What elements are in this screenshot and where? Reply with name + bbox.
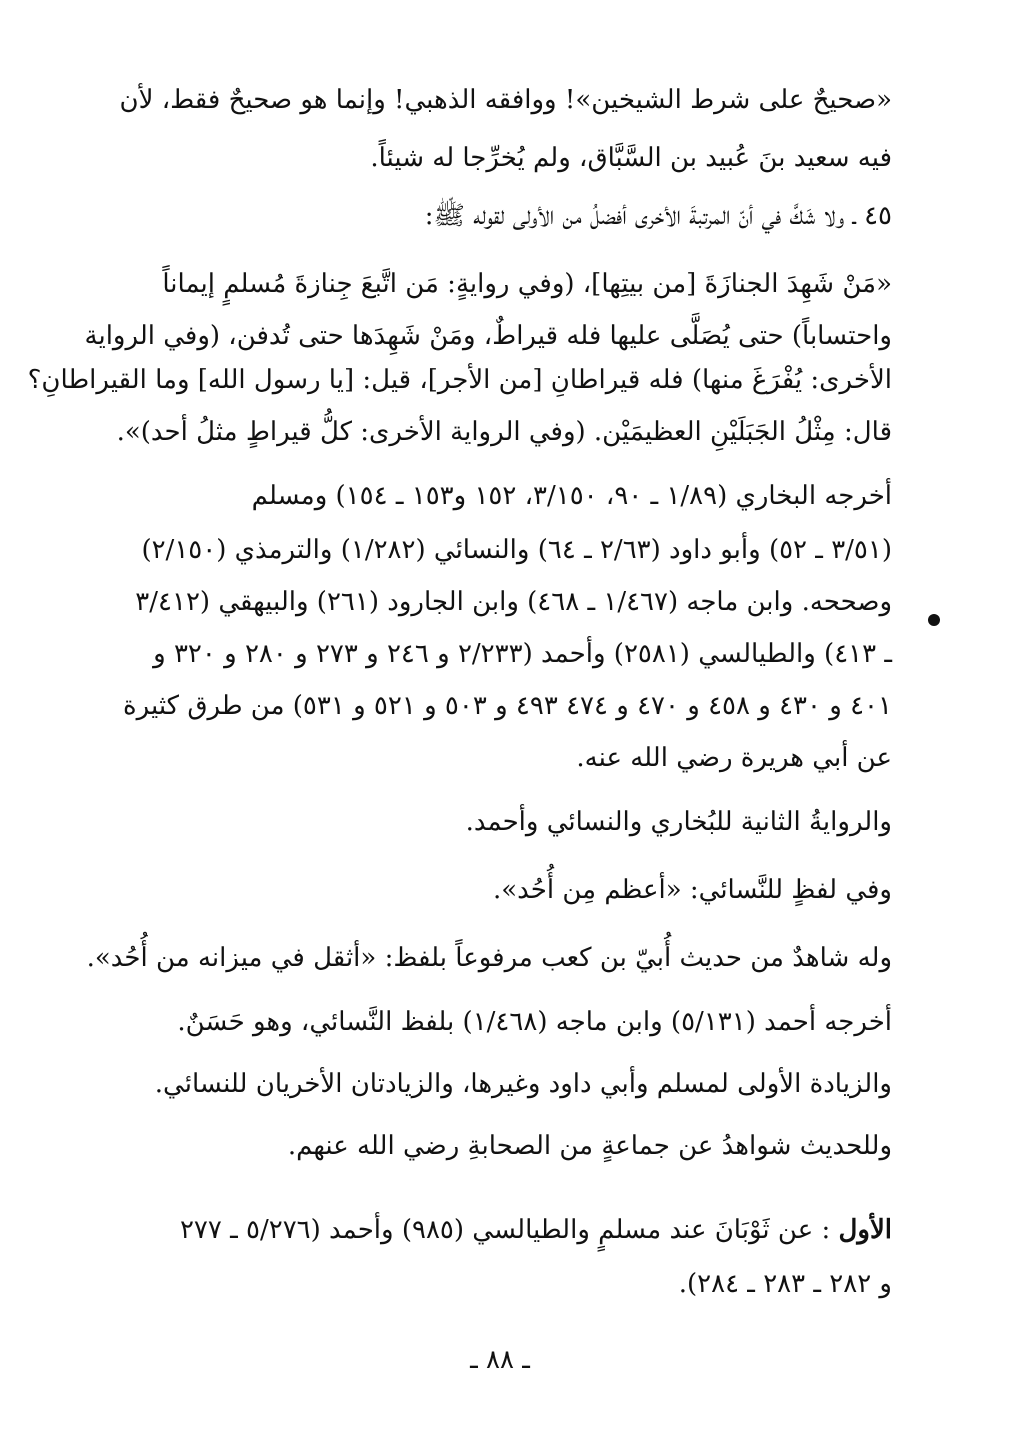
text-line: «صحيحٌ على شرط الشيخين»! ووافقه الذهبي! وإنما هو صحيحٌ فقط، لأن	[119, 85, 892, 115]
hadith-line: قال: مِثْلُ الجَبَلَيْنِ العظيمَيْن. (وفي الرواية الأخرى: كلُّ قيراطٍ مثلُ أحد)».	[116, 417, 892, 447]
takhrij-line: وصححه. وابن ماجه (١/٤٦٧ ـ ٤٦٨) وابن الجارود (٢٦١) والبيهقي (٣/٤١٢	[135, 587, 892, 617]
note-line: أخرجه أحمد (٥/١٣١) وابن ماجه (١/٤٦٨) بلفظ النَّسائي، وهو حَسَنٌ.	[177, 1007, 892, 1037]
takhrij-line: ـ ٤١٣) والطيالسي (٢٥٨١) وأحمد (٢/٢٣٣ و ٢٤٦ و ٢٧٣ و ٢٨٠ و ٣٢٠ و	[153, 639, 892, 669]
note-line: وللحديث شواهدُ عن جماعةٍ من الصحابةِ رضي الله عنهم.	[287, 1131, 892, 1161]
first-witness-line-2: و ٢٨٢ ـ ٢٨٣ ـ ٢٨٤).	[678, 1269, 892, 1299]
hadith-line: واحتساباً) حتى يُصَلَّى عليها فله قيراطٌ، ومَنْ شَهِدَها حتى تُدفن، (وفي الرواية	[84, 321, 892, 351]
note-line: والزيادة الأولى لمسلم وأبي داود وغيرها، والزيادتان الأخريان للنسائي.	[154, 1069, 892, 1099]
note-line: والروايةُ الثانية للبُخاري والنسائي وأحمد.	[465, 807, 892, 837]
takhrij-line: أخرجه البخاري (١/٨٩ ـ ٩٠، ٣/١٥٠، ١٥٢ و١٥٣ ـ ١٥٤) ومسلم	[251, 481, 892, 511]
note-line: وفي لفظٍ للنَّسائي: «أعظم مِن أُحُد».	[492, 875, 892, 905]
text-line: فيه سعيد بنَ عُبيد بن السَّبَّاق، ولم يُخرِّجا له شيئاً.	[370, 143, 892, 173]
page-number: ـ ٨٨ ـ	[470, 1345, 530, 1375]
takhrij-line: ٤٠١ و ٤٣٠ و ٤٥٨ و ٤٧٠ و ٤٧٤ ٤٩٣ و ٥٠٣ و ٥٢١ و ٥٣١) من طرق كثيرة	[123, 691, 892, 721]
hadith-line: الأخرى: يُفْرَغَ منها) فله قيراطانِ [من الأجر]، قيل: [يا رسول الله] وما القيراطانِ؟	[27, 365, 892, 395]
hadith-line: «مَنْ شَهِدَ الجنازَةَ [من بيتِها]، (وفي روايةٍ: مَن اتَّبعَ جِنازةَ مُسلمٍ إيماناً	[162, 269, 892, 299]
takhrij-line: (٣/٥١ ـ ٥٢) وأبو داود (٢/٦٣ ـ ٦٤) والنسائي (١/٢٨٢) والترمذي (٢/١٥٠)	[141, 535, 892, 565]
first-witness-text: : عن ثَوْبَانَ عند مسلمٍ والطيالسي (٩٨٥) وأحمد (٥/٢٧٦ ـ ٢٧٧	[179, 1215, 831, 1245]
first-witness-line	[132, 1210, 892, 1250]
note-line: وله شاهدٌ من حديث أُبيّ بن كعب مرفوعاً بلفظ: «أثقل في ميزانه من أُحُد».	[86, 943, 892, 973]
takhrij-line: عن أبي هريرة رضي الله عنه.	[576, 743, 892, 773]
margin-mark	[928, 614, 940, 626]
text-line: ٤٥ ـ ولا شَكَّ في أنّ المرتبةَ الأخرى أفضلُ من الأولى لقوله ﷺ:	[424, 201, 892, 231]
first-witness-label: الأول	[838, 1215, 892, 1245]
